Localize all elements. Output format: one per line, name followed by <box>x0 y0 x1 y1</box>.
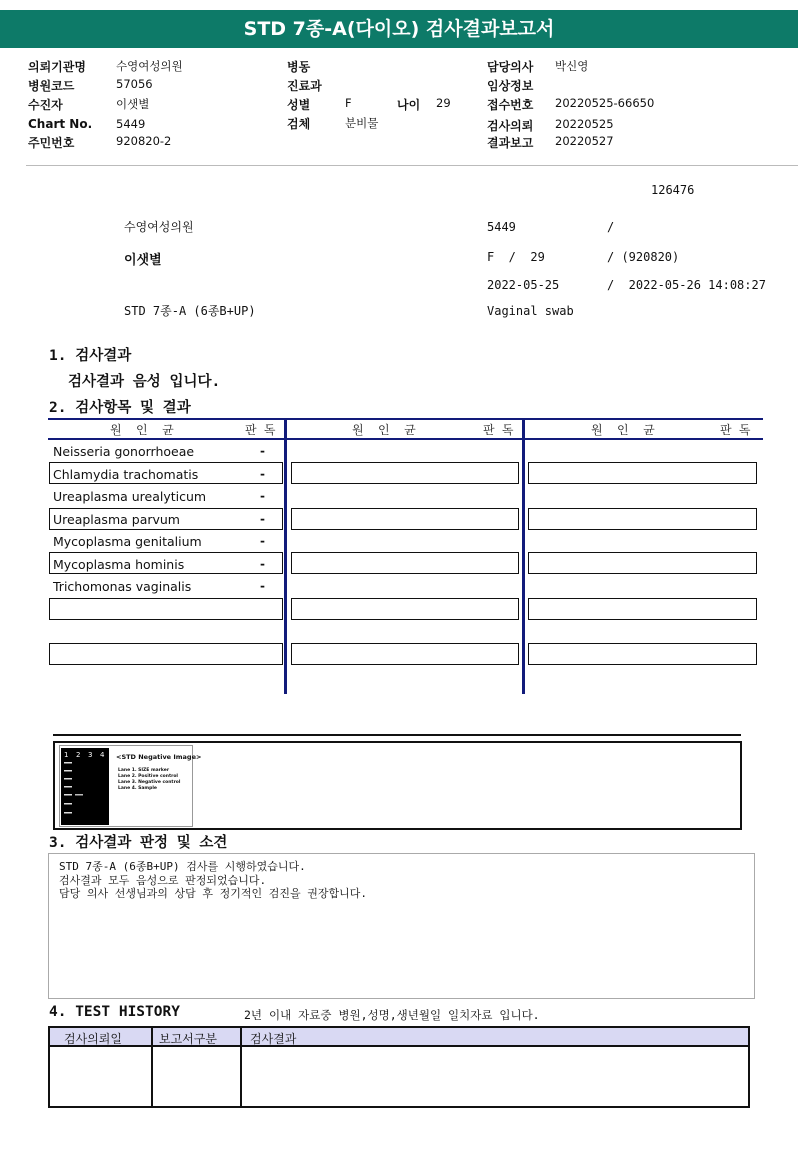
summary-request-date: 2022-05-25 <box>487 278 560 292</box>
label-clinical-info: 임상정보 <box>487 79 534 93</box>
organism-result: - <box>260 512 265 526</box>
gel-legend-line: Lane 4. Sample <box>118 786 157 791</box>
value-hospital-code: 57056 <box>116 77 153 91</box>
organism-name: Ureaplasma parvum <box>53 512 180 527</box>
gel-lane-label: 3 <box>88 751 93 759</box>
organism-name: Neisseria gonorrhoeae <box>53 444 195 459</box>
history-col-divider <box>151 1028 153 1106</box>
col-head-result-1: 판 독 <box>245 423 276 437</box>
value-receipt-no: 20220525-66650 <box>555 96 655 110</box>
value-patient: 이샛별 <box>116 97 150 111</box>
label-specimen: 검체 <box>287 117 311 131</box>
value-requesting-org: 수영여성의원 <box>116 59 183 73</box>
comment-line: STD 7종-A (6종B+UP) 검사를 시행하였습니다. <box>59 860 306 873</box>
value-resident-no: 920820-2 <box>116 134 172 148</box>
label-age: 나이 <box>397 98 421 112</box>
table-row-box <box>49 643 283 665</box>
section4-title: 4. TEST HISTORY <box>49 1004 180 1020</box>
section1-title: 1. 검사결과 <box>49 348 132 364</box>
table-row-box <box>291 508 519 530</box>
section1-result-text: 검사결과 음성 입니다. <box>68 374 221 390</box>
history-col-result: 검사결과 <box>250 1032 297 1046</box>
label-request-date: 검사의뢰 <box>487 119 534 133</box>
organism-result: - <box>260 444 265 458</box>
value-specimen: 분비물 <box>345 116 379 130</box>
label-requesting-org: 의뢰기관명 <box>28 60 86 74</box>
value-age: 29 <box>436 96 451 110</box>
section3-title: 3. 검사결과 판정 및 소견 <box>49 835 228 851</box>
report-title: STD 7종-A(다이오) 검사결과보고서 <box>0 10 798 48</box>
col-head-result-2: 판 독 <box>483 423 514 437</box>
value-chart-no: 5449 <box>116 117 146 131</box>
history-col-request-date: 검사의뢰일 <box>64 1032 122 1046</box>
table-row-box <box>291 643 519 665</box>
section2-title: 2. 검사항목 및 결과 <box>49 400 191 416</box>
summary-sex-age: F / 29 <box>487 250 545 264</box>
value-request-date: 20220525 <box>555 117 614 131</box>
organism-result: - <box>260 467 265 481</box>
table-row-box <box>528 598 757 620</box>
organism-result: - <box>260 557 265 571</box>
history-col-report-type: 보고서구분 <box>159 1032 217 1046</box>
label-receipt-no: 접수번호 <box>487 98 534 112</box>
organism-name: Mycoplasma hominis <box>53 557 185 572</box>
table-row-box <box>528 508 757 530</box>
value-doctor: 박신영 <box>555 59 589 73</box>
summary-birth: / (920820) <box>607 250 680 264</box>
table-row-box <box>49 598 283 620</box>
table-col-divider-1 <box>284 418 287 694</box>
organism-name: Chlamydia trachomatis <box>53 467 199 482</box>
comment-box <box>48 853 755 999</box>
summary-test-name: STD 7종-A (6종B+UP) <box>124 304 256 318</box>
label-resident-no: 주민번호 <box>28 136 75 150</box>
comment-line: 담당 의사 선생님과의 상담 후 정기적인 검진을 권장합니다. <box>59 887 368 900</box>
history-col-divider <box>240 1028 242 1106</box>
table-row-box <box>528 552 757 574</box>
summary-slash: / <box>607 220 615 234</box>
table-row-box <box>528 643 757 665</box>
gel-lane-label: 4 <box>100 751 105 759</box>
summary-name: 이샛별 <box>124 253 162 268</box>
summary-specimen: Vaginal swab <box>487 304 574 318</box>
gel-lane-label: 2 <box>76 751 81 759</box>
organism-name: Mycoplasma genitalium <box>53 534 202 549</box>
label-hospital-code: 병원코드 <box>28 79 75 93</box>
table-top-rule <box>48 418 763 420</box>
col-head-organism-3: 원 인 균 <box>591 423 655 437</box>
organism-name: Ureaplasma urealyticum <box>53 489 207 504</box>
label-doctor: 담당의사 <box>487 60 534 74</box>
table-row-box <box>291 552 519 574</box>
gel-bands <box>61 748 109 825</box>
label-sex: 성별 <box>287 98 311 112</box>
organism-result: - <box>260 489 265 503</box>
organism-result: - <box>260 534 265 548</box>
summary-hospital: 수영여성의원 <box>124 220 194 234</box>
report-code: 126476 <box>651 183 695 197</box>
gel-legend-line: Lane 3. Negative control <box>118 780 181 785</box>
gel-lane-label: 1 <box>64 751 69 759</box>
col-head-result-3: 판 독 <box>720 423 751 437</box>
gel-image-title: <STD Negative Image> <box>116 753 202 761</box>
label-patient: 수진자 <box>28 98 63 112</box>
value-report-date: 20220527 <box>555 134 614 148</box>
divider <box>53 734 741 736</box>
comment-line: 검사결과 모두 음성으로 판정되었습니다. <box>59 873 267 887</box>
col-head-organism-2: 원 인 균 <box>352 423 416 437</box>
gel-image <box>61 748 109 825</box>
value-sex: F <box>345 96 352 110</box>
label-ward: 병동 <box>287 60 311 74</box>
gel-legend-line: Lane 2. Positive control <box>118 774 178 779</box>
table-header-rule <box>48 438 763 440</box>
table-col-divider-2 <box>522 418 525 694</box>
history-table-header <box>50 1028 748 1047</box>
col-head-organism-1: 원 인 균 <box>110 423 174 437</box>
organism-name: Trichomonas vaginalis <box>53 579 192 594</box>
summary-report-datetime: / 2022-05-26 14:08:27 <box>607 278 766 292</box>
divider <box>26 165 798 166</box>
organism-result: - <box>260 579 265 593</box>
label-department: 진료과 <box>287 79 322 93</box>
history-note: 2년 이내 자료중 병원,성명,생년월일 일치자료 입니다. <box>244 1008 540 1022</box>
summary-chart: 5449 <box>487 220 516 234</box>
label-report-date: 결과보고 <box>487 136 534 150</box>
gel-legend-line: Lane 1. SIZE marker <box>118 768 170 773</box>
table-row-box <box>291 598 519 620</box>
table-row-box <box>291 462 519 484</box>
label-chart-no: Chart No. <box>28 117 93 131</box>
table-row-box <box>528 462 757 484</box>
